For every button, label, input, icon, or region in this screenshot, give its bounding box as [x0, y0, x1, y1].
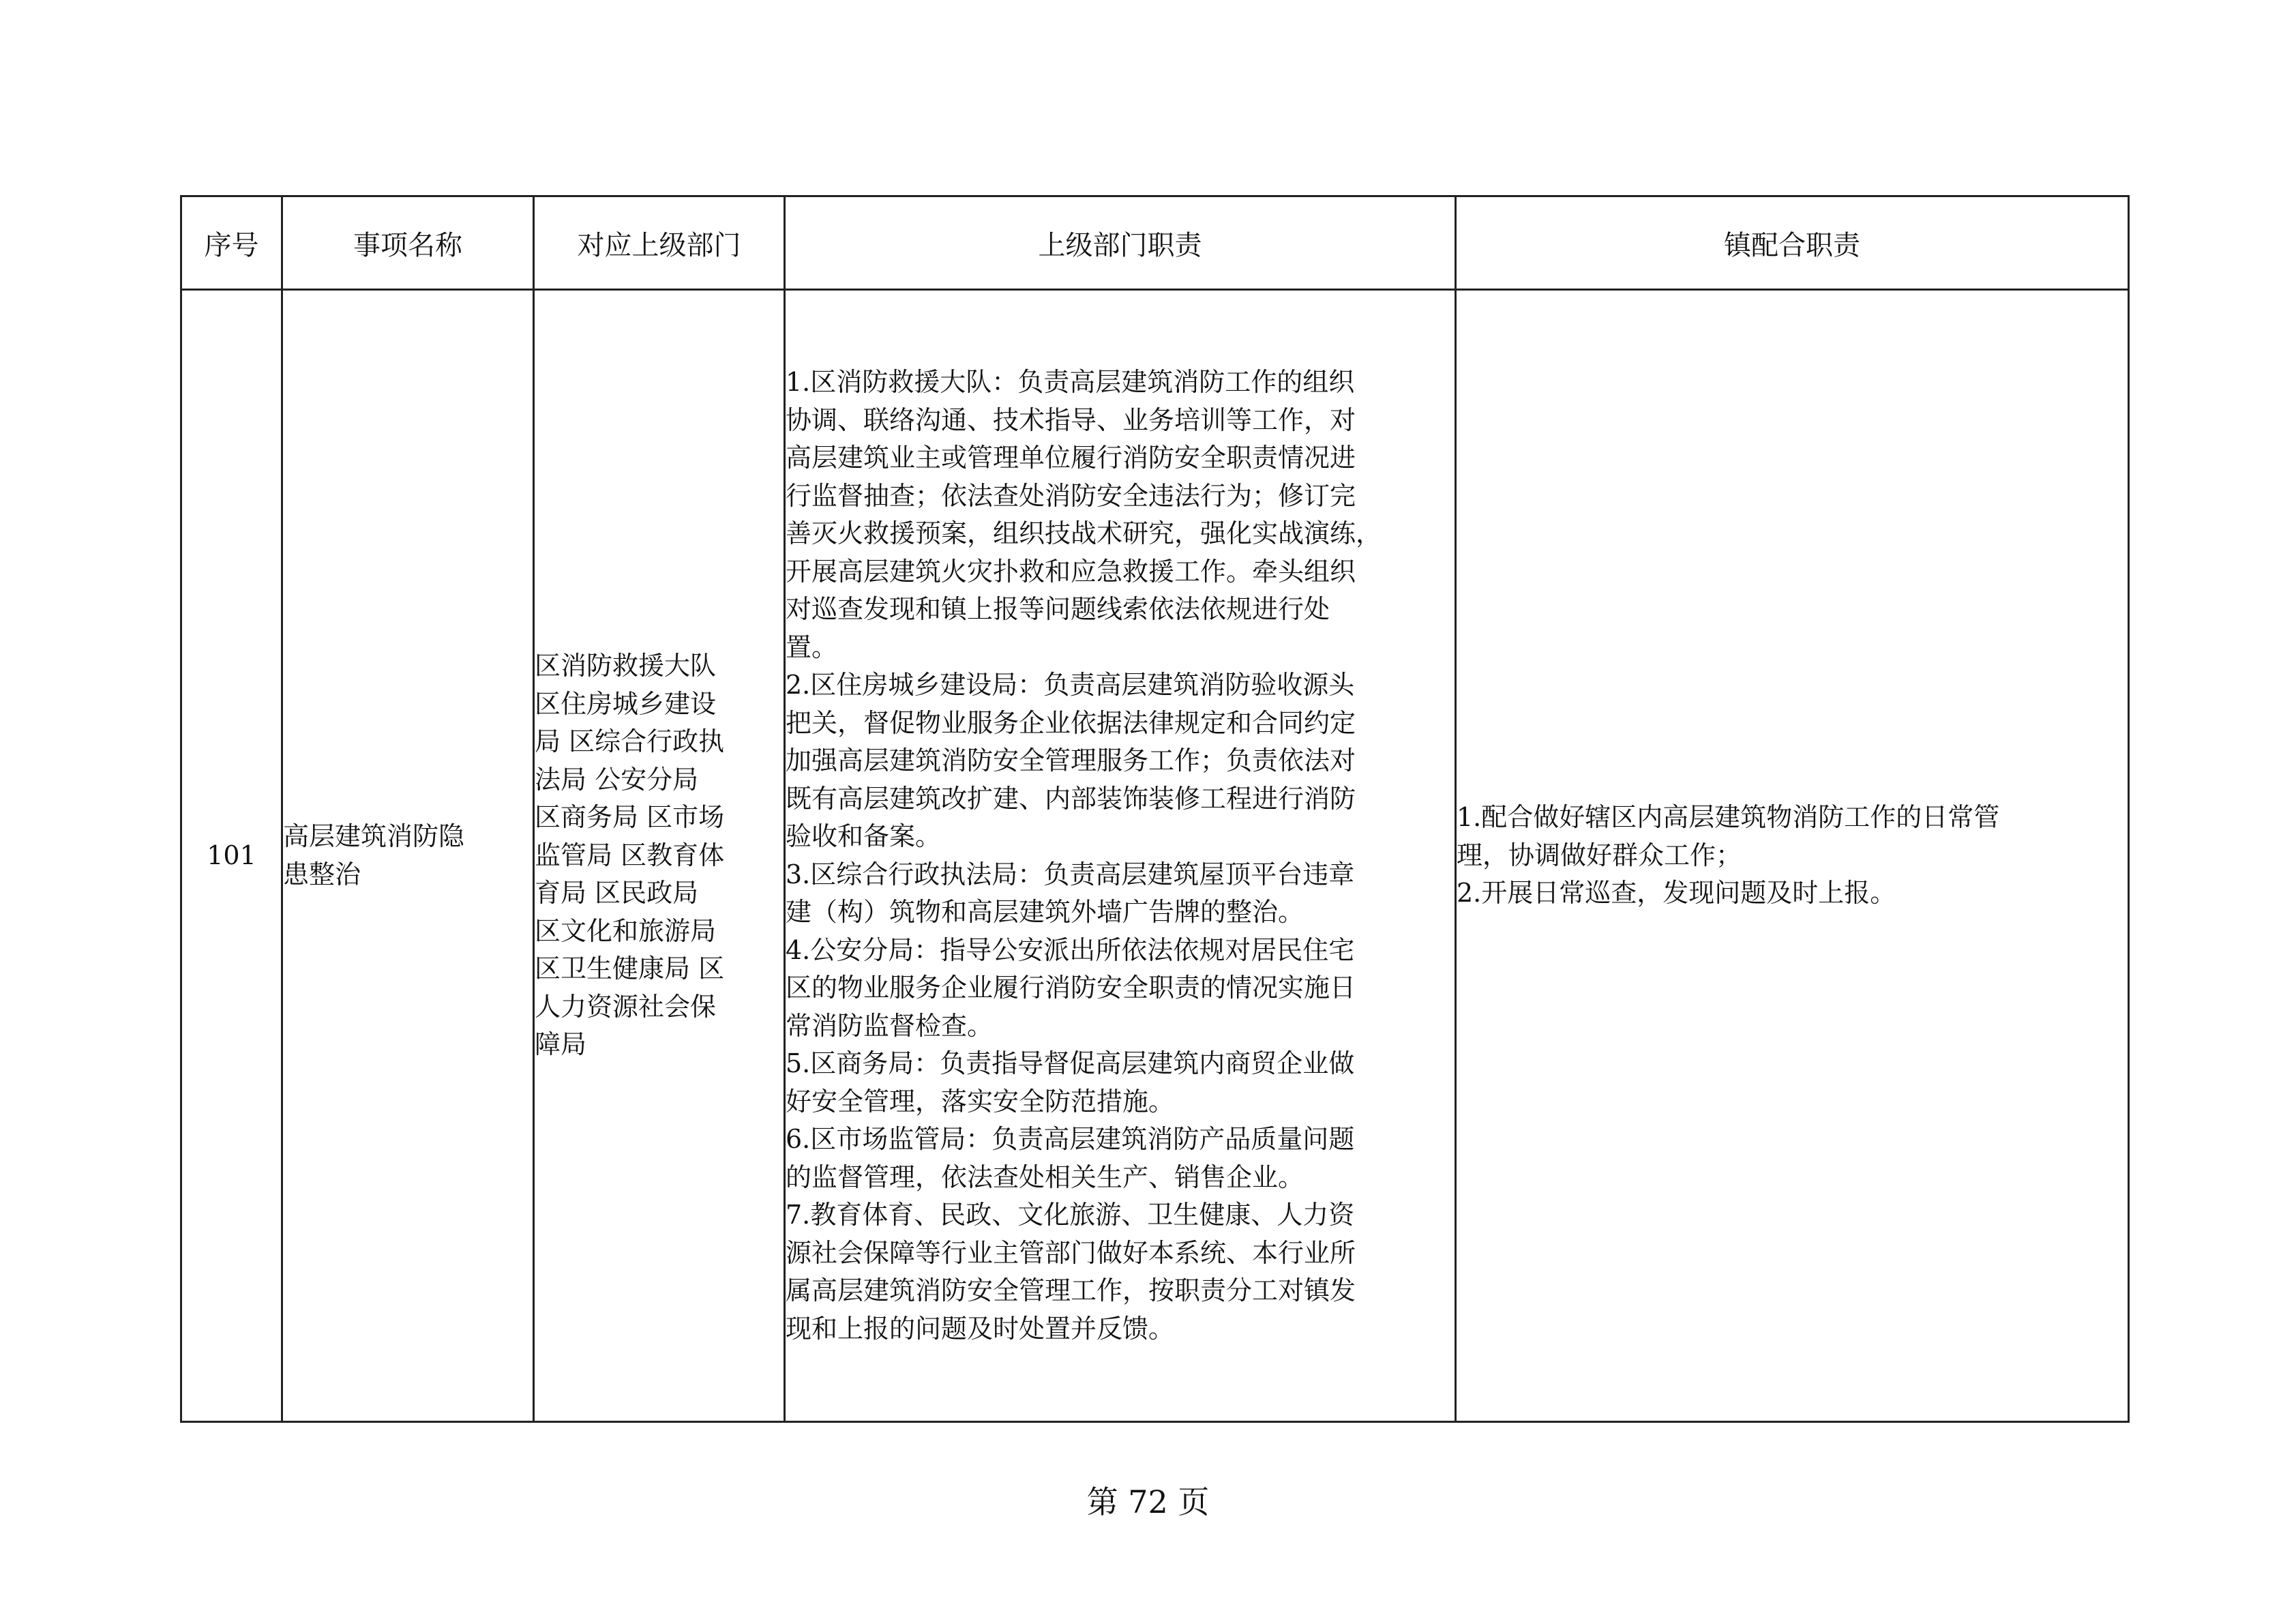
table-header-row [181, 196, 2129, 290]
page-number: 第 72 页 [1086, 1483, 1210, 1520]
header-department: 对应上级部门 [534, 196, 785, 290]
header-seq: 序号 [181, 196, 282, 290]
cell-department-duty: 1.区消防救援大队：负责高层建筑消防工作的组织 协调、联络沟通、技术指导、业务培训等工作，对 高层建筑业主或管理单位履行消防安全职责情况进 行监督抽查；依法查处消防安全违法行为；修订完 善灭火救援预案，组织技战术研究，强化实战演练， 开展高层建筑火灾扑救和应急救援工作。牵头组织 对巡查发现和镇上报等问题线索依法依规进行处 置。 2.区住房城乡建设局：负责高层建筑消防验收源头 把关，督促物业服务企业依据法律规定和合同约定 加强高层建筑消防安全管理服务工作；负责依法对 既有高层建筑改扩建、内部装饰装修工程进行消防 验收和备案。 3.区综合行政执法局：负责高层建筑屋顶平台违章 建（构）筑物和高层建筑外墙广告牌的整治。 4.公安分局：指导公安派出所依法依规对居民住宅 区的物业服务企业履行消防安全职责的情况实施日 常消防监督检查。 5.区商务局：负责指导督促高层建筑内商贸企业做 好安全管理，落实安全防范措施。 6.区市场监管局：负责高层建筑消防产品质量问题 的监督管理，依法查处相关生产、销售企业。 7.教育体育、民政、文化旅游、卫生健康、人力资 源社会保障等行业主管部门做好本系统、本行业所 属高层建筑消防安全管理工作，按职责分工对镇发 现和上报的问题及时处置并反馈。 [785, 290, 1456, 1422]
cell-department: 区消防救援大队 区住房城乡建设 局 区综合行政执 法局 公安分局 区商务局 区市场 监管局 区教育体 育局 区民政局 区文化和旅游局 区卫生健康局 区 人力资源社会保 障局 [534, 290, 785, 1422]
header-department-duty: 上级部门职责 [785, 196, 1456, 290]
cell-town-duty: 1.配合做好辖区内高层建筑物消防工作的日常管 理，协调做好群众工作； 2.开展日常巡查，发现问题及时上报。 [1456, 290, 2129, 1422]
responsibility-table [180, 195, 2130, 1423]
cell-item-name: 高层建筑消防隐 患整治 [282, 290, 534, 1422]
header-item-name: 事项名称 [282, 196, 534, 290]
table-row [181, 290, 2129, 1422]
header-town-duty: 镇配合职责 [1456, 196, 2129, 290]
cell-seq: 101 [181, 290, 282, 1422]
